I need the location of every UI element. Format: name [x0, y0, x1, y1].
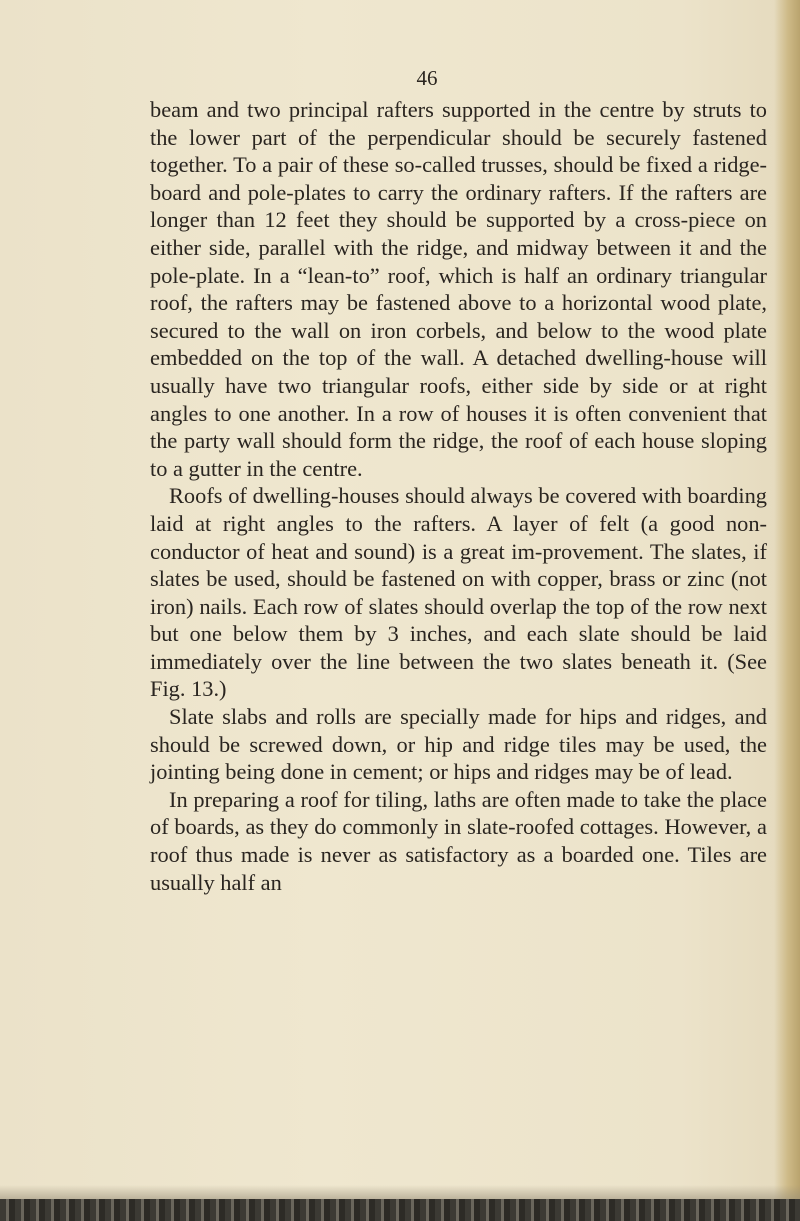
page-bottom-edge: [0, 1199, 800, 1221]
body-text: [150, 96, 767, 896]
paragraph-1: beam and two principal rafters supported in the centre by struts to the lower part of the perpendicular should be securely fastened together. To a pair of these so-called trusses, should be fixed a ridge-board and pole-plates to carry the ordinary rafters. If the rafters are longer than 12 feet they should be supported by a cross-piece on either side, parallel with the ridge, and midway between it and the pole-plate. In a “lean-to” roof, which is half an ordinary triangular roof, the rafters may be fastened above to a horizontal wood plate, secured to the wall on iron corbels, and below to the wood plate embedded on the top of the wall. A detached dwelling-house will usually have two triangular roofs, either side by side or at right angles to one another. In a row of houses it is often convenient that the party wall should form the ridge, the roof of each house sloping to a gutter in the centre.: [150, 97, 767, 481]
bottom-shadow: [0, 1185, 800, 1199]
page-number: 46: [416, 66, 438, 90]
paragraph-3: Slate slabs and rolls are specially made for hips and ridges, and should be screwed down, or hip and ridge tiles may be used, the jointing being done in cement; or hips and ridges may be of lead.: [150, 704, 767, 785]
page-edge-shadow: [774, 0, 800, 1221]
paragraph-4: In preparing a roof for tiling, laths are often made to take the place of boards, as they do commonly in slate-roofed cottages. However, a roof thus made is never as satisfactory as a boarded one. Tiles are usually half an: [150, 786, 767, 895]
paragraph-2: Roofs of dwelling-houses should always be covered with boarding laid at right angles to the rafters. A layer of felt (a good non-conductor of heat and sound) is a great im-provement. The slates, if slates be used, should be fastened on with copper, brass or zinc (not iron) nails. Each row of slates should overlap the top of the row next but one below them by 3 inches, and each slate should be laid immediately over the line between the two slates beneath it. (See Fig. 13.): [150, 483, 767, 702]
